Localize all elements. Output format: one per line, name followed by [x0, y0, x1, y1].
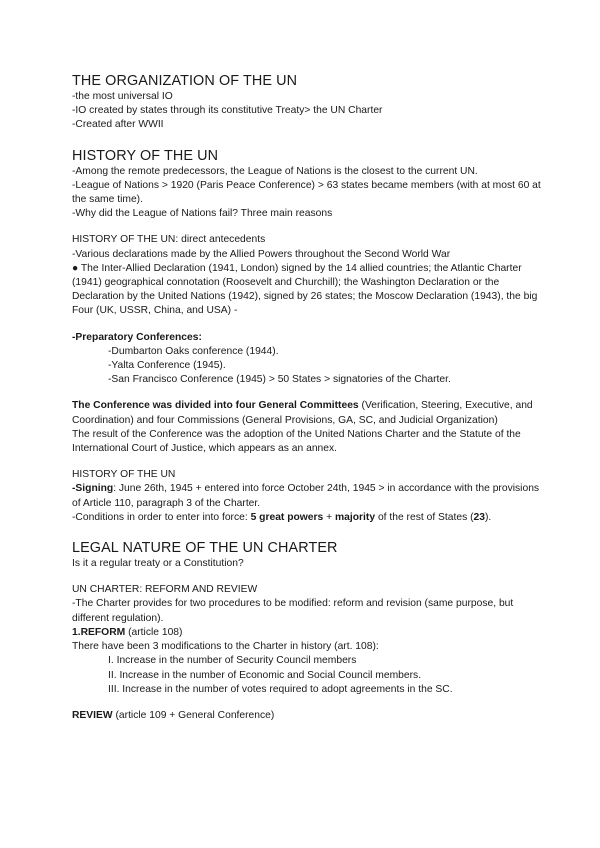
section-title-reform-review: UN CHARTER: REFORM AND REVIEW: [72, 584, 258, 596]
text-line: -the most universal IO: [72, 91, 173, 102]
text-line: -Created after WWII: [72, 119, 164, 131]
document-body: [72, 72, 542, 723]
list-item: -San Francisco Conference (1945) > 50 States > signatories of the Charter.: [108, 374, 451, 386]
result-paragraph: The result of the Conference was the adoption of the United Nations Charter and the Statute of the International Court of Justice, which appears as an annex.: [72, 428, 521, 455]
text-line: -Why did the League of Nations fail? Three main reasons: [72, 208, 333, 220]
section-title-antecedents: HISTORY OF THE UN: direct antecedents: [72, 234, 266, 246]
list-item: II. Increase in the number of Economic and Social Council members.: [108, 669, 422, 681]
list-item: I. Increase in the number of Security Council members: [108, 655, 357, 667]
committees-paragraph: The Conference was divided into four General Committees (Verification, Steering, Executive, and Coordination) and four Commissions (General Provisions, GA, SC, and Judicial Organization): [72, 400, 533, 426]
list-item: -Yalta Conference (1945).: [108, 360, 226, 372]
signing-paragraph: -Signing: June 26th, 1945 + entered into force October 24th, 1945 > in accordance with the provisions of Article 110, paragraph 3 of the Charter.: [72, 483, 540, 509]
reform-heading: 1.REFORM (article 108): [72, 626, 183, 638]
text-line: -Various declarations made by the Allied Powers throughout the Second World War: [72, 248, 451, 260]
review-heading: REVIEW (article 109 + General Conference): [72, 709, 275, 721]
text-line: -Among the remote predecessors, the League of Nations is the closest to the current UN.: [72, 165, 478, 177]
text-line: There have been 3 modifications to the Charter in history (art. 108):: [72, 641, 379, 653]
bullet-paragraph: ● The Inter-Allied Declaration (1941, London) signed by the 14 allied countries; the Atlantic Charter (1941) geographical connotation (Roosevelt and Churchill); the Washington Declaration or the Declaration by the United Nations (1942), signed by 26 states; the Moscow Declaration (1943), the big Four (UK, USSR, China, and USA) -: [72, 262, 538, 317]
text-line: -League of Nations > 1920 (Paris Peace Conference) > 63 states became members (with at most 60 at the same time).: [72, 179, 541, 206]
section-title-history: HISTORY OF THE UN: [72, 147, 219, 164]
preparatory-heading: -Preparatory Conferences:: [72, 331, 202, 343]
section-title-organization: THE ORGANIZATION OF THE UN: [72, 73, 298, 89]
text-line: Is it a regular treaty or a Constitution?: [72, 558, 244, 570]
list-item: -Dumbarton Oaks conference (1944).: [108, 345, 279, 357]
section-title-history-2: HISTORY OF THE UN: [72, 469, 176, 481]
section-title-legal-nature: LEGAL NATURE OF THE UN CHARTER: [72, 540, 338, 557]
conditions-paragraph: -Conditions in order to enter into force: 5 great powers + majority of the rest of States (23).: [72, 511, 492, 523]
list-item: III. Increase in the number of votes required to adopt agreements in the SC.: [108, 683, 453, 695]
text-line: -IO created by states through its constitutive Treaty> the UN Charter: [72, 105, 383, 117]
reform-intro-paragraph: -The Charter provides for two procedures to be modified: reform and revision (same purpose, but different regulation).: [72, 598, 514, 624]
